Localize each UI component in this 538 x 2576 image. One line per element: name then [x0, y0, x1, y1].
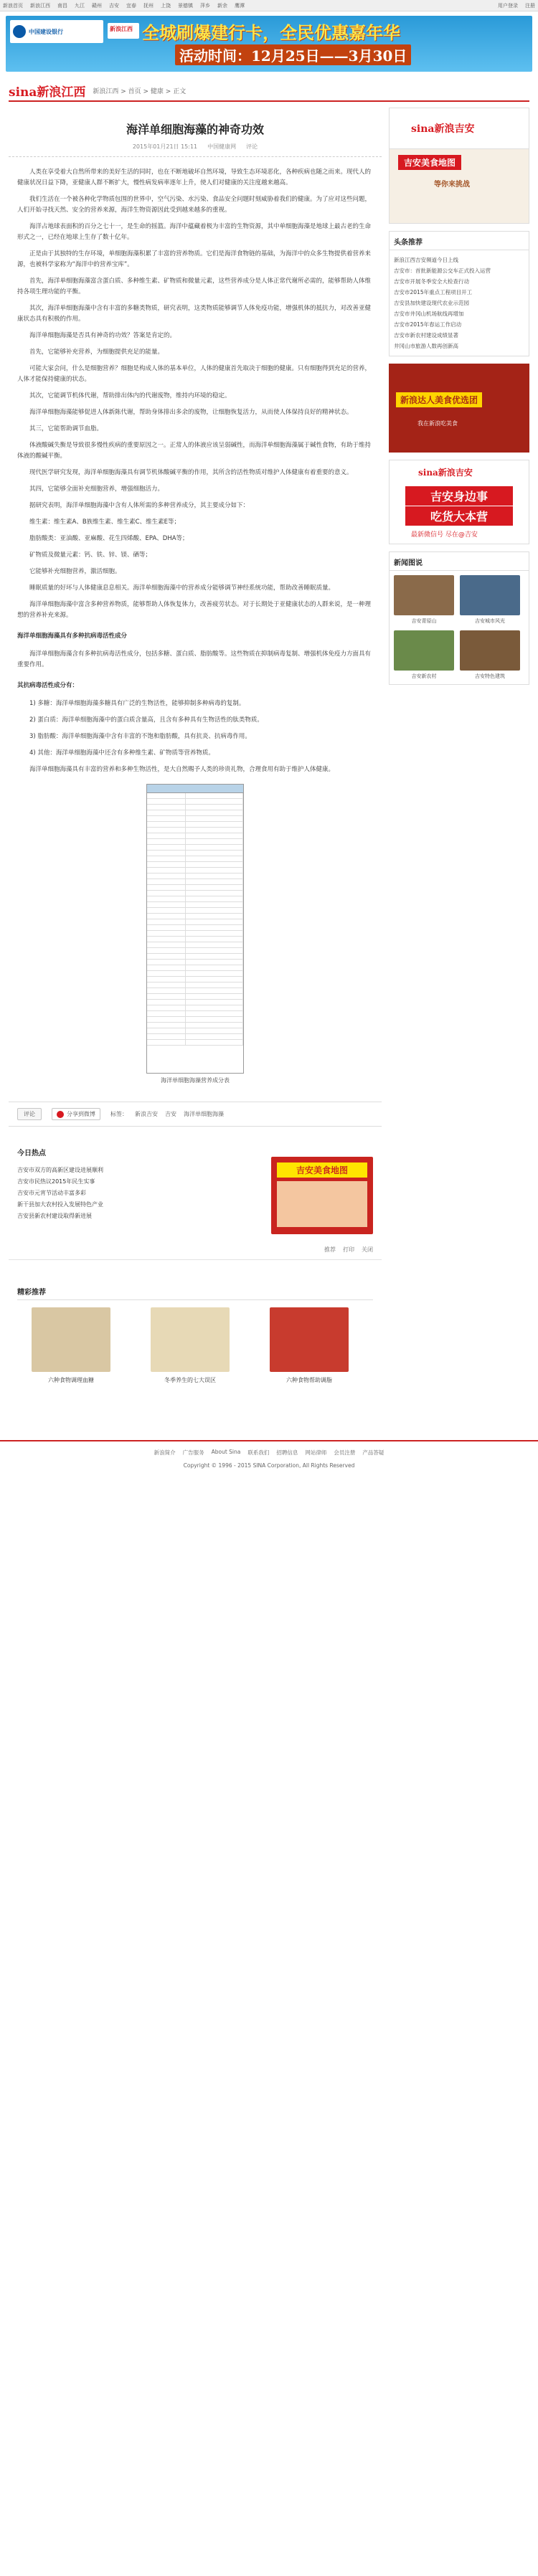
table-row — [147, 977, 243, 982]
paragraph: 海洋单细胞海藻是否具有神奇的功效？答案是肯定的。 — [29, 332, 176, 339]
featured-item[interactable] — [17, 1307, 125, 1384]
photo-news-item[interactable] — [460, 630, 520, 680]
table-row — [147, 828, 243, 833]
table-row — [147, 1000, 243, 1005]
photo-news-box — [389, 551, 529, 685]
featured-recommendations — [17, 1286, 373, 1384]
main-column — [9, 108, 382, 1384]
photo-news-item[interactable] — [460, 575, 520, 625]
footer-link[interactable]: 会员注册 — [334, 1449, 356, 1456]
sina-jiangxi-logo: 新浪江西 — [108, 23, 139, 39]
table-caption: 海洋单细胞海藻营养成分表 — [161, 1077, 230, 1084]
headline-link[interactable]: 吉安市：首批新能源公交车正式投入运营 — [394, 267, 491, 274]
table-row — [147, 862, 243, 868]
banner-dates: 活动时间：12月25日——3月30日 — [175, 44, 411, 65]
hot-news-link[interactable]: 吉安市双方的高新区建设进展顺利 — [17, 1167, 103, 1173]
footer-link[interactable]: 广告服务 — [182, 1449, 204, 1456]
food-group-ad[interactable] — [389, 364, 529, 453]
paragraph: 海洋单细胞海藻具有丰富的营养和多种生物活性，是大自然赐予人类的珍贵礼物，合理食用有助于维护人体健康。 — [29, 766, 335, 773]
tags-label: 标签： — [110, 1111, 128, 1117]
photo-news-caption: 吉安新农村 — [411, 673, 437, 679]
paragraph: 现代医学研究发现，海洋单细胞海藻具有调节机体酸碱平衡的作用，其所含的活性物质对维护人体健康有着重要的意义。 — [29, 469, 353, 476]
paragraph: 其次，它能调节机体代谢，帮助排出体内的代谢废物，维持内环境的稳定。 — [29, 392, 231, 399]
headline-link[interactable]: 吉安市开展冬季安全大检查行动 — [394, 278, 469, 285]
hot-news-link[interactable]: 吉安市元宵节活动丰富多彩 — [17, 1190, 86, 1196]
headline-link[interactable]: 吉安市井冈山机场航线再增加 — [394, 311, 464, 317]
table-row — [147, 879, 243, 885]
table-row — [147, 960, 243, 965]
tag-list — [110, 1110, 224, 1118]
headline-link[interactable]: 吉安县加快建设现代农业示范园 — [394, 300, 469, 306]
share-bar — [9, 1102, 382, 1127]
food-map-ad[interactable] — [271, 1157, 373, 1234]
footer-link[interactable]: 联系我们 — [247, 1449, 270, 1456]
table-row — [147, 873, 243, 879]
table-row — [147, 925, 243, 931]
share-label: 分享到微博 — [67, 1111, 95, 1117]
featured-item[interactable] — [136, 1307, 244, 1384]
table-row — [147, 845, 243, 851]
photo-news-caption: 吉安城市风光 — [475, 618, 505, 624]
photo-news-image — [460, 630, 520, 671]
top-nav-link[interactable]: 抚州 — [143, 2, 154, 9]
food-group-ad-sub: 我在新浪吃美食 — [417, 420, 458, 427]
photo-news-title: 新闻图说 — [390, 552, 529, 571]
table-row — [147, 851, 243, 856]
table-row — [147, 896, 243, 902]
footer-link[interactable]: 新浪简介 — [154, 1449, 176, 1456]
article-source[interactable]: 中国健康网 — [207, 143, 237, 150]
top-nav-links — [3, 2, 245, 9]
paragraph: 其三，它能帮助调节血脂。 — [29, 425, 103, 432]
page-layout — [9, 108, 529, 1384]
top-nav-link[interactable]: 鹰潭 — [235, 2, 245, 9]
paragraph: 我们生活在一个被各种化学物质包围的世界中，空气污染、水污染、食品安全问题时刻威胁着我们的健康。为了应对这些问题，人们开始寻找天然、安全的营养来源，海洋生物资源因此受到越来越多的重视。 — [17, 196, 372, 214]
comment-button[interactable]: 评论 — [17, 1108, 42, 1120]
featured-caption: 六种食物调理血糖 — [48, 1377, 94, 1383]
table-row — [147, 931, 243, 937]
register-link[interactable]: 注册 — [525, 2, 535, 9]
table-row — [147, 868, 243, 873]
paragraph: 据研究表明，海洋单细胞海藻中含有人体所需的多种营养成分，其主要成分如下： — [29, 502, 250, 509]
hot-news-link[interactable]: 吉安市民热议2015年民生实事 — [17, 1178, 95, 1185]
list-item: 3) 脂肪酸：海洋单细胞海藻中含有丰富的不饱和脂肪酸，具有抗炎、抗病毒作用。 — [29, 733, 251, 740]
user-links — [498, 2, 535, 9]
top-nav-link[interactable]: 新浪江西 — [30, 2, 50, 9]
jian-line-2: 吃货大本营 — [405, 506, 513, 526]
hot-news-link[interactable]: 吉安县新农村建设取得新进展 — [17, 1213, 92, 1219]
featured-caption: 冬季养生的七大误区 — [164, 1377, 216, 1383]
top-nav-link[interactable]: 萍乡 — [200, 2, 210, 9]
food-map-banner[interactable] — [390, 148, 529, 223]
promo-banner[interactable] — [6, 16, 532, 72]
table-row — [147, 810, 243, 816]
nutrition-table-image — [146, 784, 244, 1074]
paragraph: 正是由于其独特的生存环境，单细胞海藻积累了丰富的营养物质。它们是海洋食物链的基础，为海洋中的众多生物提供着营养来源，也被科学家称为“海洋中的营养宝库”。 — [17, 250, 372, 268]
photo-news-image — [460, 575, 520, 615]
footer-links — [0, 1449, 538, 1457]
paragraph: 海洋单细胞海藻中富含多种营养物质，能够帮助人体恢复体力，改善疲劳状态。对于长期处于亚健康状态的人群来说，是一种理想的营养补充来源。 — [17, 601, 372, 619]
section-heading: 其抗病毒活性成分有： — [17, 682, 79, 689]
photo-news-grid — [390, 571, 529, 684]
table-row — [147, 902, 243, 908]
photo-news-image — [394, 630, 454, 671]
food-map-title: 吉安美食地图 — [398, 155, 461, 170]
table-row — [147, 914, 243, 919]
photo-news-caption: 吉安青原山 — [411, 618, 437, 624]
headline-link[interactable]: 吉安市2015年重点工程项目开工 — [394, 289, 473, 295]
jian-logo: sina新浪吉安 — [418, 468, 473, 478]
featured-title: 精彩推荐 — [17, 1286, 373, 1300]
table-row — [147, 839, 243, 845]
jian-line-1: 吉安身边事 — [405, 486, 513, 506]
list-item: 4) 其他：海洋单细胞海藻中还含有多种维生素、矿物质等营养物质。 — [29, 749, 214, 757]
headline-link[interactable]: 新浪江西吉安频道今日上线 — [394, 257, 458, 263]
table-row — [147, 988, 243, 994]
paragraph: 首先，它能够补充营养，为细胞提供充足的能量。 — [29, 349, 164, 356]
top-nav-link[interactable]: 赣州 — [92, 2, 102, 9]
copyright: Copyright © 1996 - 2015 SINA Corporation, All Rights Reserved — [183, 1462, 355, 1469]
table-row — [147, 816, 243, 822]
table-row — [147, 982, 243, 988]
footer-link[interactable]: 网站律师 — [305, 1449, 327, 1456]
list-item: 2) 蛋白质：海洋单细胞海藻中的蛋白质含量高，且含有多种具有生物活性的肽类物质。 — [29, 716, 263, 724]
headline-link[interactable]: 吉安市2015年春运工作启动 — [394, 321, 462, 328]
photo-news-item[interactable] — [394, 575, 454, 625]
photo-news-item[interactable] — [394, 630, 454, 680]
top-nav-link[interactable]: 新浪首页 — [3, 2, 23, 9]
featured-item[interactable] — [255, 1307, 363, 1384]
featured-caption: 六种食物帮助调脂 — [286, 1377, 332, 1383]
bank-logo — [10, 20, 103, 43]
table-row — [147, 793, 243, 799]
banner-headline: 全城刷爆建行卡，全民优惠嘉年华 — [142, 22, 400, 43]
article-tools — [9, 1246, 382, 1260]
table-rows — [147, 793, 243, 1046]
table-row — [147, 965, 243, 971]
paragraph: 人类在享受着大自然所带来的美好生活的同时，也在不断地破坏自然环境，导致生态环境恶化，各种疾病也随之而来。现代人的健康状况日益下降，亚健康人群不断扩大，慢性病发病率逐年上升，使人们对健康的关注度越来越高。 — [17, 169, 372, 186]
table-row — [147, 799, 243, 805]
photo-news-image — [394, 575, 454, 615]
table-row — [147, 833, 243, 839]
table-row — [147, 1011, 243, 1017]
footer-link[interactable]: About Sina — [211, 1449, 241, 1455]
table-row — [147, 954, 243, 960]
top-nav-link[interactable]: 宜春 — [126, 2, 136, 9]
featured-image — [32, 1307, 110, 1372]
table-row — [147, 948, 243, 954]
table-row — [147, 1023, 243, 1028]
site-footer — [0, 1440, 538, 1469]
headline-link[interactable]: 吉安市新农村建设成绩显著 — [394, 332, 458, 338]
top-nav-link[interactable]: 九江 — [75, 2, 85, 9]
tag-link[interactable]: 新浪吉安 — [135, 1111, 158, 1117]
table-row — [147, 891, 243, 896]
recommend-link[interactable]: 推荐 — [324, 1246, 336, 1253]
top-nav-link[interactable]: 景德镇 — [178, 2, 193, 9]
table-row — [147, 1017, 243, 1023]
paragraph: 矿物质及微量元素：钙、铁、锌、镁、硒等； — [29, 551, 152, 559]
paragraph: 它能够补充细胞营养，激活细胞。 — [29, 568, 121, 575]
headline-title: 头条推荐 — [390, 232, 529, 250]
top-nav-link[interactable]: 上饶 — [161, 2, 171, 9]
table-row — [147, 919, 243, 925]
sidebar — [389, 108, 529, 1384]
jian-subline: 最新微信号 尽在@吉安 — [411, 531, 478, 539]
paragraph: 维生素：维生素A、B族维生素、维生素C、维生素E等； — [29, 518, 180, 526]
list-item: 1) 多糖：海洋单细胞海藻多糖具有广泛的生物活性，能够抑制多种病毒的复制。 — [29, 700, 245, 707]
login-link[interactable]: 用户登录 — [498, 2, 518, 9]
article-title: 海洋单细胞海藻的神奇功效 — [126, 123, 264, 136]
table-row — [147, 805, 243, 810]
article-body — [9, 167, 382, 1084]
sidebar-logo-box — [389, 108, 529, 224]
table-row — [147, 1034, 243, 1040]
table-row — [147, 822, 243, 828]
footer-link[interactable]: 产品答疑 — [362, 1449, 384, 1456]
paragraph: 其四，它能够全面补充细胞营养，增强细胞活力。 — [29, 486, 164, 493]
article-meta — [9, 143, 382, 157]
share-weibo-button[interactable] — [52, 1108, 100, 1120]
food-map-subtitle: 等你来挑战 — [434, 181, 470, 189]
today-hot-section — [9, 1147, 382, 1234]
headline-link[interactable]: 井冈山市旅游人数再创新高 — [394, 343, 458, 349]
paragraph: 脂肪酸类：亚油酸、亚麻酸、花生四烯酸、EPA、DHA等； — [29, 535, 189, 542]
paragraph: 体液酸碱失衡是导致很多慢性疾病的重要原因之一。正常人的体液应该呈弱碱性，而海洋单细胞海藻属于碱性食物，有助于维持体液的酸碱平衡。 — [17, 442, 372, 460]
sidebar-logo[interactable]: sina新浪吉安 — [390, 108, 529, 148]
photo-news-caption: 吉安特色建筑 — [475, 673, 505, 679]
table-row — [147, 942, 243, 948]
print-link[interactable]: 打印 — [343, 1246, 354, 1253]
section-heading: 海洋单细胞海藻具有多种抗病毒活性成分 — [17, 633, 128, 640]
comment-link[interactable]: 评论 — [246, 143, 258, 150]
paragraph: 海洋占地球表面积的百分之七十一，是生命的摇篮。海洋中蕴藏着极为丰富的生物资源，其中单细胞海藻是地球上最古老的生命形式之一，已经在地球上生存了数十亿年。 — [17, 223, 372, 241]
food-group-ad-title: 新浪达人美食优选团 — [396, 392, 482, 407]
table-row — [147, 1028, 243, 1034]
top-nav-link[interactable]: 新余 — [217, 2, 227, 9]
hot-news-link[interactable]: 新干县加大农村投入发展特色产业 — [17, 1201, 103, 1208]
top-navigation — [0, 0, 538, 11]
table-row — [147, 885, 243, 891]
footer-link[interactable]: 招聘信息 — [276, 1449, 298, 1456]
paragraph: 其次，海洋单细胞海藻中含有丰富的多糖类物质，研究表明，这类物质能够调节人体免疫功能，增强机体的抵抗力，对改善亚健康状态具有积极的作用。 — [17, 305, 372, 323]
site-header — [9, 80, 529, 102]
table-row — [147, 1005, 243, 1011]
bank-name: 中国建设银行 — [29, 28, 63, 35]
tag-link[interactable]: 吉安 — [165, 1111, 176, 1117]
featured-image — [270, 1307, 349, 1372]
table-row — [147, 994, 243, 1000]
today-hot-list — [17, 1147, 103, 1234]
jian-wechat-ad[interactable] — [389, 460, 529, 544]
article-date: 2015年01月21日 15:11 — [132, 143, 198, 150]
breadcrumb[interactable]: 新浪江西 > 首页 > 健康 > 正文 — [93, 87, 187, 95]
tag-link[interactable]: 海洋单细胞海藻 — [184, 1111, 224, 1117]
table-row — [147, 856, 243, 862]
today-hot-title: 今日热点 — [17, 1150, 46, 1157]
featured-image — [151, 1307, 230, 1372]
paragraph: 可能大家会问，什么是细胞营养？细胞是构成人体的基本单位，人体的健康首先取决于细胞的健康。只有细胞得到充足的营养，人体才能保持健康的状态。 — [17, 365, 372, 383]
bank-emblem-icon — [13, 25, 26, 38]
site-logo[interactable]: sina新浪江西 — [9, 85, 86, 100]
top-nav-link[interactable]: 南昌 — [57, 2, 67, 9]
featured-grid — [17, 1307, 373, 1384]
paragraph: 首先，海洋单细胞海藻富含蛋白质、多种维生素、矿物质和微量元素，这些营养成分是人体正常代谢所必需的，能够帮助人体维持各项生理功能的平衡。 — [17, 278, 372, 295]
close-link[interactable]: 关闭 — [362, 1246, 373, 1253]
weibo-icon — [57, 1111, 64, 1118]
table-row — [147, 908, 243, 914]
food-map-ad-title: 吉安美食地图 — [277, 1162, 367, 1178]
table-row — [147, 971, 243, 977]
paragraph: 海洋单细胞海藻含有多种抗病毒活性成分，包括多糖、蛋白质、脂肪酸等。这些物质在抑制病毒复制、增强机体免疫力方面具有重要作用。 — [17, 650, 372, 668]
table-row — [147, 937, 243, 942]
paragraph: 睡眠质量的好坏与人体健康息息相关。海洋单细胞海藻中的营养成分能够调节神经系统功能，帮助改善睡眠质量。 — [29, 584, 335, 592]
food-map-ad-image — [277, 1181, 367, 1227]
top-nav-link[interactable]: 吉安 — [109, 2, 119, 9]
paragraph: 海洋单细胞海藻能够促进人体新陈代谢，帮助身体排出多余的废物，让细胞恢复活力，从而使人体保持良好的精神状态。 — [29, 409, 353, 416]
table-header — [147, 785, 243, 793]
headline-box — [389, 231, 529, 356]
table-row — [147, 1040, 243, 1046]
